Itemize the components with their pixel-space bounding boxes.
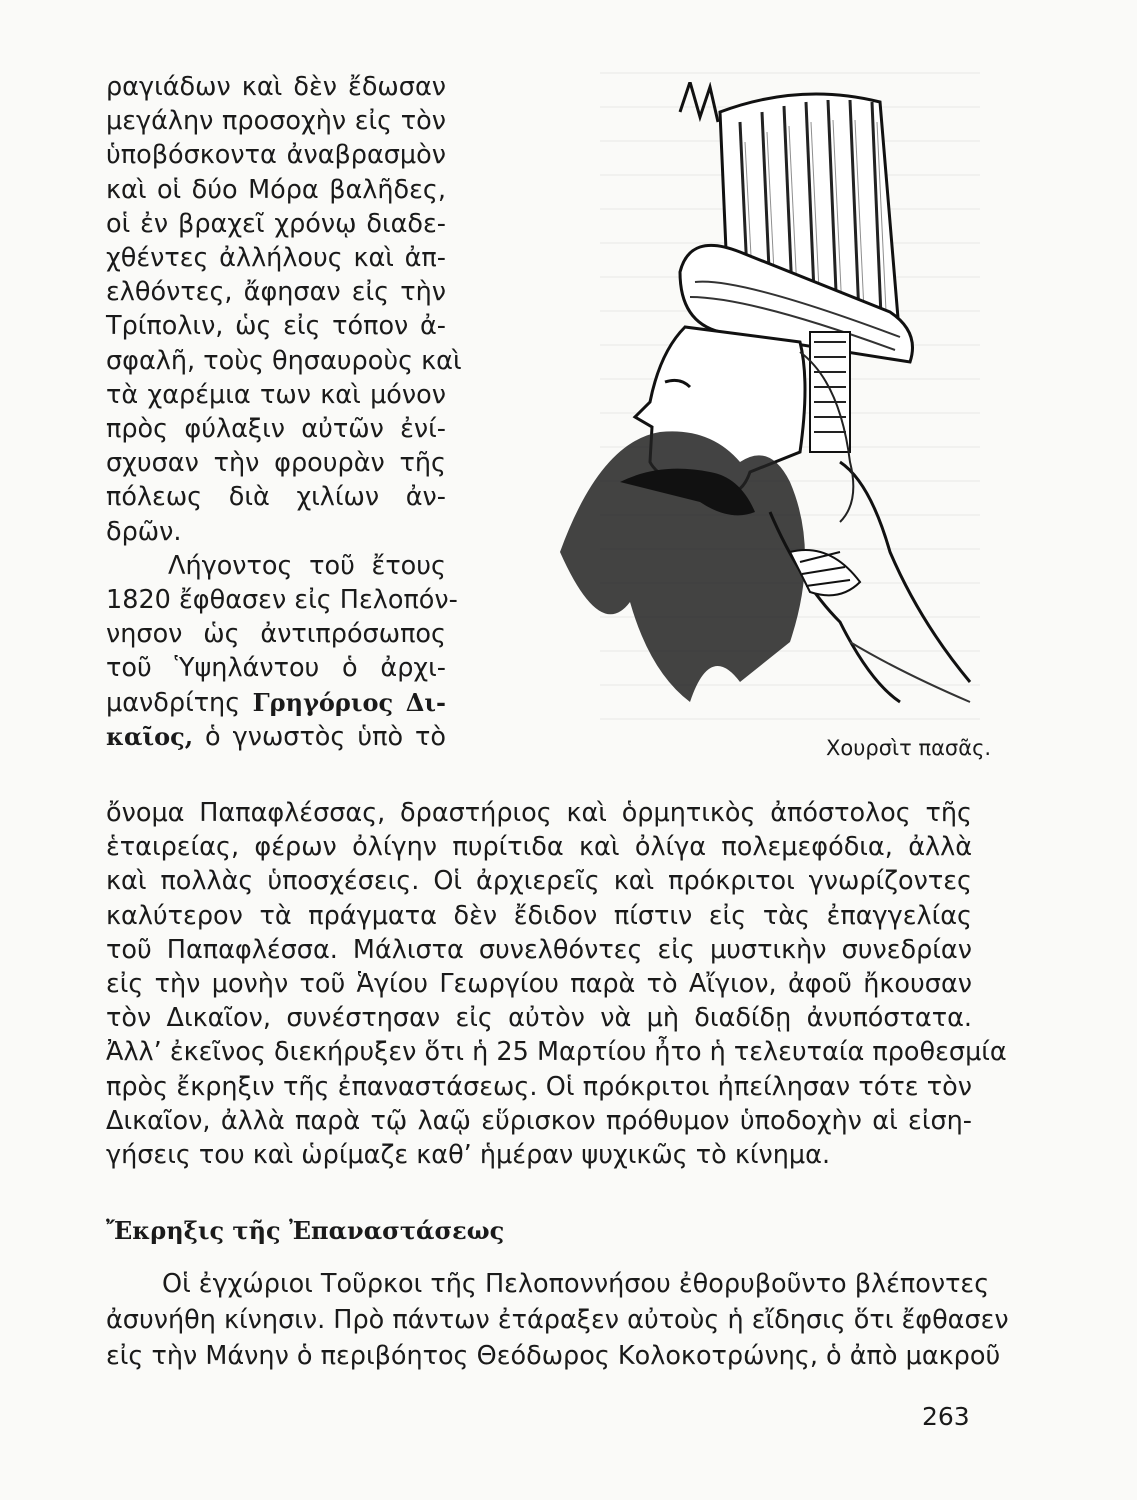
text-line: εἰς τὴν Μάνην ὁ περιβόητος Θεόδωρος Κολοκοτρώνης, ὁ ἀπὸ μακροῦ — [106, 1341, 1001, 1371]
text-line: τὰ χαρέμια των καὶ μόνον — [106, 379, 446, 410]
section-heading: Ἔκρηξις τῆς Ἐπαναστάσεως — [106, 1216, 505, 1245]
text-line: ἑταιρείας, φέρων ὀλίγην πυρίτιδα καὶ ὀλίγα πολεμεφόδια, ἀλλὰ — [106, 832, 972, 863]
page-number: 263 — [922, 1402, 970, 1431]
text-line: καὶ οἱ δύο Μόρα βαλῆδες, — [106, 174, 446, 205]
text-line: Οἱ ἐγχώριοι Τοῦρκοι τῆς Πελοποννήσου ἐθορυβοῦντο βλέποντες — [162, 1269, 990, 1299]
text-line: χθέντες ἀλλήλους καὶ ἀπ- — [106, 243, 446, 274]
text-line: Λήγοντος τοῦ ἔτους — [168, 550, 446, 581]
text-line: εἰς τὴν μονὴν τοῦ Ἁγίου Γεωργίου παρὰ τὸ Αἴγιον, ἀφοῦ ἤκουσαν — [106, 969, 972, 1000]
text-line: ὑποβόσκοντα ἀναβρασμὸν — [106, 140, 446, 171]
text-fragment: μανδρίτης — [106, 687, 241, 718]
text-fragment: ὁ γνωστὸς ὑπὸ τὸ — [205, 721, 446, 752]
text-line: ὄνομα Παπαφλέσσας, δραστήριος καὶ ὁρμητικὸς ἀπόστολος τῆς — [106, 798, 972, 828]
text-line: ραγιάδων καὶ δὲν ἔδωσαν — [106, 72, 446, 102]
text-line: καλύτερον τὰ πράγματα δὲν ἔδιδον πίστιν εἰς τὰς ἐπαγγελίας — [106, 900, 972, 931]
section-text-block — [106, 1266, 1009, 1374]
text-line: ἀσυνήθη κίνησιν. Πρὸ πάντων ἐτάραξεν αὐτοὺς ἡ εἴδησις ὅτι ἔφθασεν — [106, 1305, 1009, 1335]
wide-text-block — [106, 796, 1007, 1172]
text-line: Δικαῖον, ἀλλὰ παρὰ τῷ λαῷ εὕρισκον πρόθυμον ὑποδοχὴν αἱ εἰση- — [106, 1105, 972, 1136]
text-line: πρὸς ἔκρηξιν τῆς ἐπαναστάσεως. Οἱ πρόκριτοι ἠπείλησαν τότε τὸν — [106, 1071, 972, 1102]
text-line: πόλεως διὰ χιλίων ἀν- — [106, 482, 446, 513]
text-line: καὶ πολλὰς ὑποσχέσεις. Οἱ ἀρχιερεῖς καὶ πρόκριτοι γνωρίζοντες — [106, 866, 972, 897]
text-line-with-bold — [106, 720, 446, 754]
bold-name: Γρηγόριος Δι- — [252, 687, 446, 717]
image-caption: Χουρσὶτ πασᾶς. — [826, 736, 992, 760]
bold-name: καῖος, — [106, 721, 194, 751]
text-line: 1820 ἔφθασεν εἰς Πελοπόν- — [106, 585, 458, 616]
text-line: μεγάλην προσοχὴν εἰς τὸν — [106, 106, 446, 137]
text-line: γήσεις του καὶ ὡρίμαζε καθ’ ἡμέραν ψυχικῶς τὸ κίνημα. — [106, 1140, 831, 1171]
text-line: τὸν Δικαῖον, συνέστησαν εἰς αὐτὸν νὰ μὴ διαδίδῃ ἀνυπόστατα. — [106, 1003, 972, 1034]
text-line: δρῶν. — [106, 516, 182, 547]
text-line: ελθόντες, ἄφησαν εἰς τὴν — [106, 277, 446, 308]
text-line: Ἀλλ’ ἐκεῖνος διεκήρυξεν ὅτι ἡ 25 Μαρτίου ἦτο ἡ τελευταία προθεσμία — [106, 1037, 1007, 1068]
portrait-illustration — [540, 82, 980, 722]
text-line: οἱ ἐν βραχεῖ χρόνῳ διαδε- — [106, 208, 446, 239]
narrow-text-column — [106, 70, 462, 754]
text-line: σφαλῆ, τοὺς θησαυροὺς καὶ — [106, 345, 462, 376]
text-line: τοῦ Ὑψηλάντου ὁ ἀρχι- — [106, 653, 446, 684]
text-line: τοῦ Παπαφλέσσα. Μάλιστα συνελθόντες εἰς μυστικὴν συνεδρίαν — [106, 934, 972, 965]
text-line: νησον ὡς ἀντιπρόσωπος — [106, 619, 446, 650]
text-line-with-bold — [106, 686, 446, 720]
text-line: Τρίπολιν, ὡς εἰς τόπον ἀ- — [106, 311, 446, 342]
text-line: σχυσαν τὴν φρουρὰν τῆς — [106, 448, 446, 479]
text-line: πρὸς φύλαξιν αὐτῶν ἐνί- — [106, 414, 446, 445]
